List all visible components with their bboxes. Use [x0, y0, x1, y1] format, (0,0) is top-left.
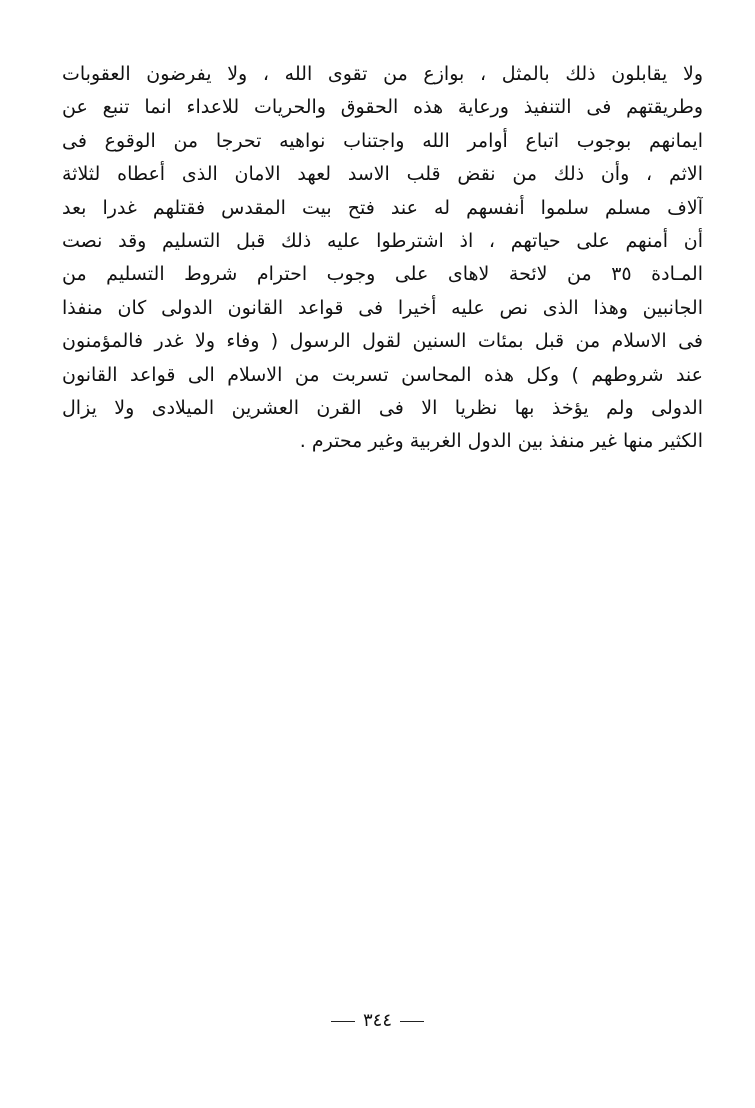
page-number: ٣٤٤	[362, 1010, 392, 1031]
text-line: المـادة ٣٥ من لائحة لاهاى على وجوب احترام شروط التسليم من	[62, 263, 703, 286]
text-line: أن أمنهم على حياتهم ، اذ اشترطوا عليه ذلك قبل التسليم وقد نصت	[62, 229, 703, 252]
text-line: ولا يقابلون ذلك بالمثل ، بوازع من تقوى الله ، ولا يفرضون العقوبات	[62, 63, 703, 85]
text-line: الدولى ولم يؤخذ بها نظريا الا فى القرن العشرين الميلادى ولا يزال	[62, 396, 703, 419]
text-line: فى الاسلام من قبل بمئات السنين لقول الرسول ( وفاء ولا غدر فالمؤمنون	[62, 330, 703, 353]
text-line: وطريقتهم فى التنفيذ ورعاية هذه الحقوق والحريات للاعداء انما تنبع عن	[62, 96, 703, 119]
body-paragraph	[62, 58, 703, 459]
text-line: الكثير منها غير منفذ بين الدول الغربية وغير محترم .	[299, 430, 703, 453]
text-line: عند شروطهم ) وكل هذه المحاسن تسربت من الاسلام الى قواعد القانون	[62, 363, 703, 386]
page-number-footer	[0, 1010, 755, 1031]
left-dash	[400, 1021, 424, 1022]
right-dash	[331, 1021, 355, 1022]
text-line: الجانبين وهذا الذى نص عليه أخيرا فى قواعد القانون الدولى كان منفذا	[62, 296, 703, 319]
text-line: ايمانهم بوجوب اتباع أوامر الله واجتناب نواهيه تحرجا من الوقوع فى	[62, 129, 703, 152]
text-line: آلاف مسلم سلموا أنفسهم له عند فتح بيت المقدس فقتلهم غدرا بعد	[62, 196, 703, 219]
text-line: الاثم ، وأن ذلك من نقض قلب الاسد لعهد الامان الذى أعطاه لثلاثة	[62, 163, 703, 186]
